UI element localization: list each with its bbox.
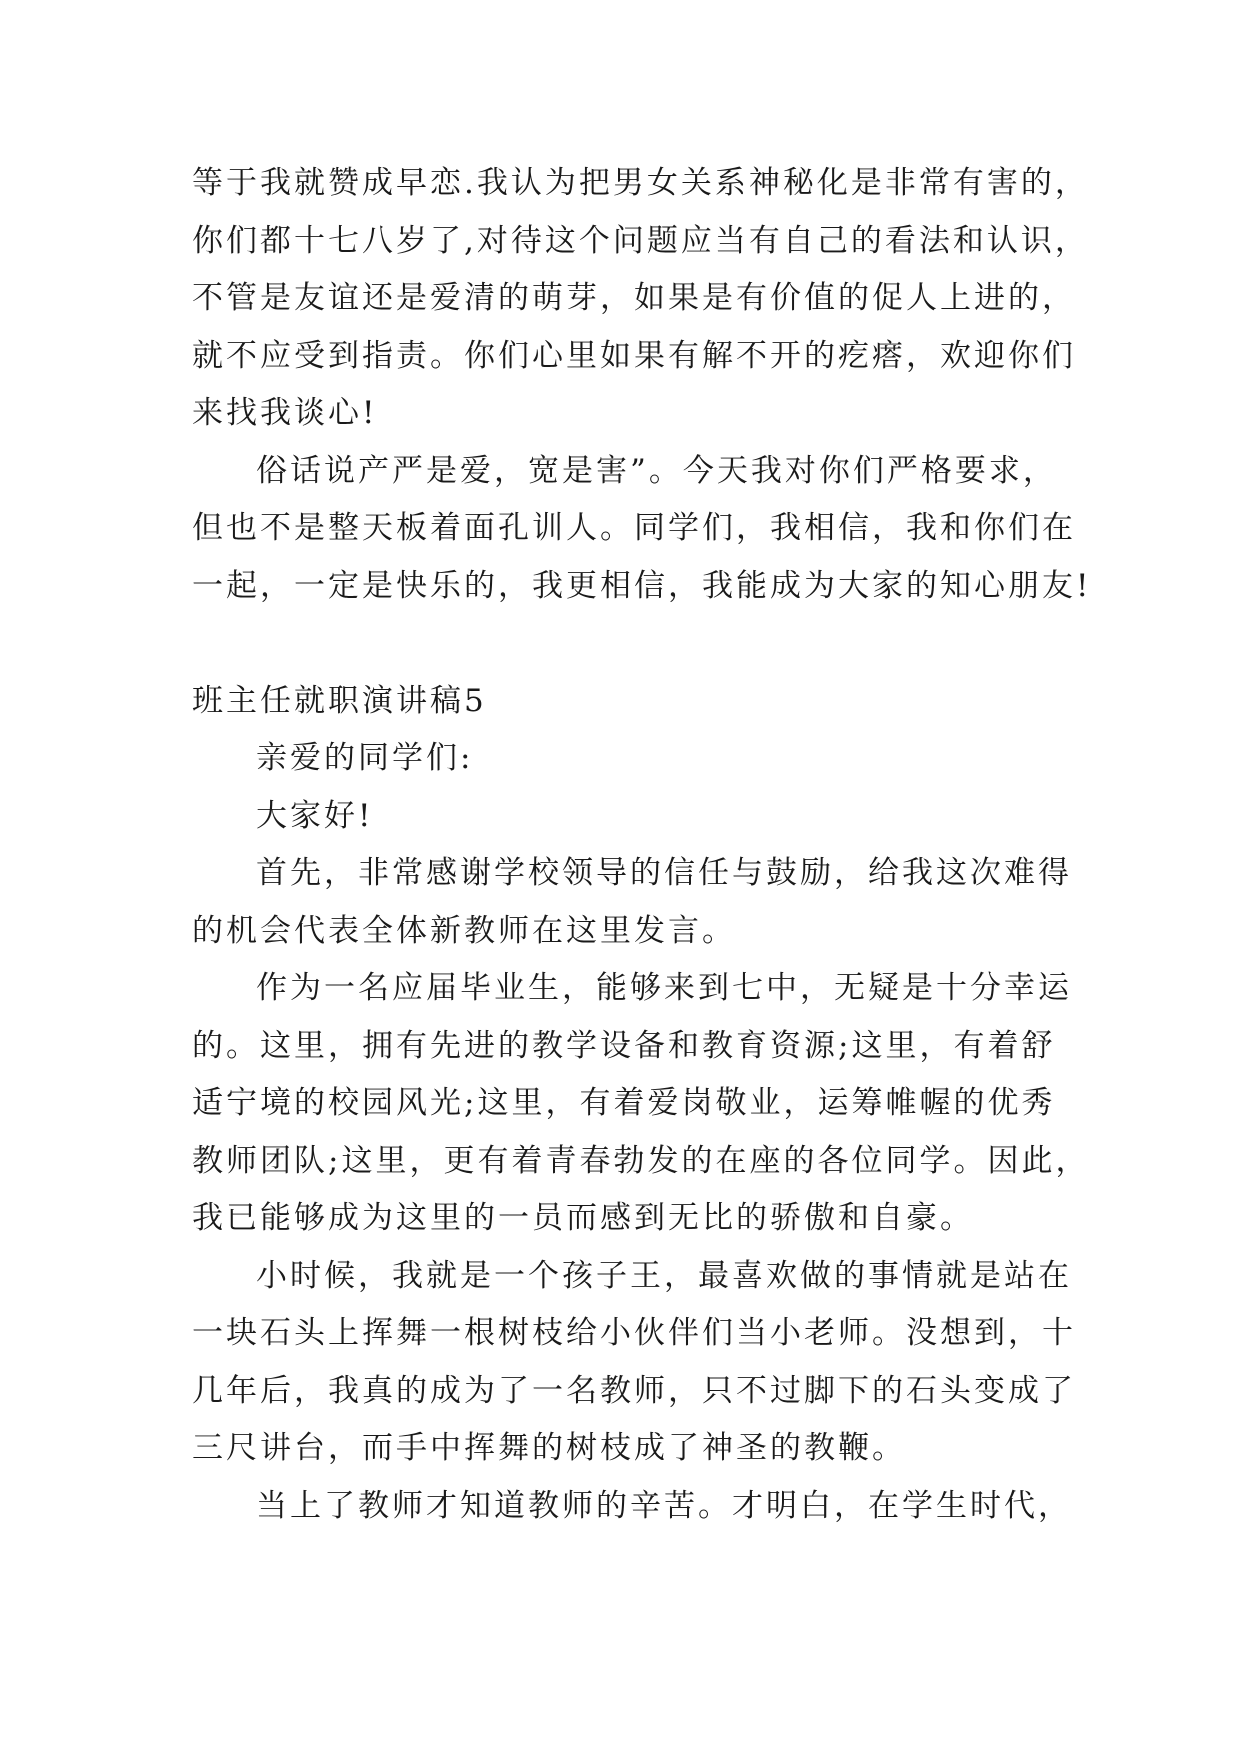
paragraph-first-line: 作为一名应届毕业生，能够来到七中，无疑是十分幸运 <box>256 970 1072 1006</box>
paragraph-first-line: 俗话说产严是爱，宽是害”。今天我对你们严格要求， <box>256 452 1057 489</box>
body-line: 一起，一定是快乐的，我更相信，我能成为大家的知心朋友! <box>192 567 1092 604</box>
body-line: 来找我谈心! <box>192 395 378 431</box>
hello-line: 大家好! <box>256 797 374 834</box>
greeting: 亲爱的同学们: <box>256 740 474 776</box>
body-line: 的。这里，拥有先进的教学设备和教育资源;这里，有着舒 <box>192 1027 1056 1064</box>
paragraph-first-line: 当上了教师才知道教师的辛苦。才明白，在学生时代， <box>256 1487 1072 1524</box>
body-line: 不管是友谊还是爱清的萌芽，如果是有价值的促人上进的， <box>192 280 1076 316</box>
body-line: 几年后，我真的成为了一名教师，只不过脚下的石头变成了 <box>192 1372 1076 1409</box>
paragraph-first-line: 首先，非常感谢学校领导的信任与鼓励，给我这次难得 <box>256 855 1072 891</box>
blank-line <box>192 615 1072 673</box>
body-line: 的机会代表全体新教师在这里发言。 <box>192 912 736 949</box>
paragraph-first-line: 小时候，我就是一个孩子王，最喜欢做的事情就是站在 <box>256 1257 1072 1294</box>
body-line: 等于我就赞成早恋.我认为把男女关系神秘化是非常有害的， <box>192 165 1089 201</box>
document-body <box>192 155 1092 1535</box>
body-line: 三尺讲台，而手中挥舞的树枝成了神圣的教鞭。 <box>192 1430 906 1466</box>
body-line: 就不应受到指责。你们心里如果有解不开的疙瘩，欢迎你们 <box>192 337 1076 374</box>
body-line: 适宁境的校园风光;这里，有着爱岗敬业，运筹帷幄的优秀 <box>192 1085 1056 1121</box>
body-line: 但也不是整天板着面孔训人。同学们，我相信，我和你们在 <box>192 510 1076 546</box>
body-line: 我已能够成为这里的一员而感到无比的骄傲和自豪。 <box>192 1200 974 1236</box>
body-line: 一块石头上挥舞一根树枝给小伙伴们当小老师。没想到，十 <box>192 1315 1076 1351</box>
body-line: 教师团队;这里，更有着青春勃发的在座的各位同学。因此， <box>192 1142 1090 1179</box>
section-heading: 班主任就职演讲稿5 <box>192 682 487 719</box>
body-line: 你们都十七八岁了,对待这个问题应当有自己的看法和认识， <box>192 222 1089 259</box>
